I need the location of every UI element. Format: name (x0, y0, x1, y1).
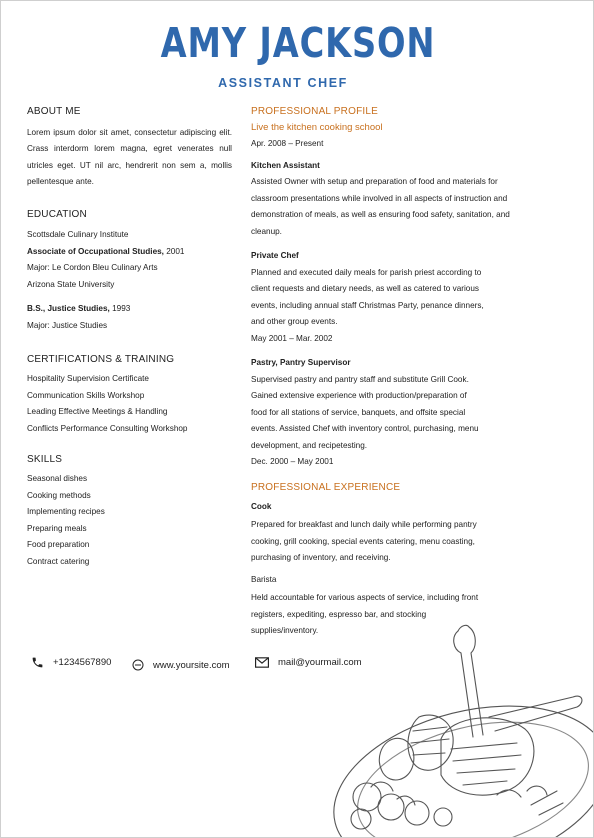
role-title: Kitchen Assistant (251, 160, 320, 170)
role-description-line: Planned and executed daily meals for parish priest according to (251, 267, 482, 277)
role-description-line: demonstration of meals, as well as ensuring food safety, sanitation, and (251, 210, 510, 219)
certification-item: Leading Effective Meetings & Handling (27, 407, 168, 417)
food-sketch-illustration (301, 619, 593, 837)
skill-item: Food preparation (27, 540, 90, 550)
education-major: Major: Le Cordon Bleu Culinary Arts (27, 263, 158, 273)
certification-item: Hospitality Supervision Certificate (27, 374, 149, 384)
envelope-icon (255, 657, 269, 668)
role-description-line: Prepared for breakfast and lunch daily while performing pantry (251, 520, 477, 529)
role-dates: May 2001 – Mar. 2002 (251, 333, 333, 343)
certification-item: Communication Skills Workshop (27, 390, 145, 400)
left-column (27, 106, 232, 570)
experience-heading: PROFESSIONAL EXPERIENCE (251, 481, 401, 493)
role-title: Barista (251, 574, 277, 584)
profile-roles (251, 158, 519, 471)
education-degree: B.S., Justice Studies, 1993 (27, 304, 131, 314)
profile-heading: PROFESSIONAL PROFILE (251, 106, 378, 117)
about-heading: ABOUT ME (27, 106, 81, 117)
certifications-list (27, 371, 232, 437)
about-text: Lorem ipsum dolor sit amet, consectetur adipiscing elit. Crass interdorm lorem magna, egret venerates null utricles eget. UT nil arc, hendrerit non sem a, mollis pellentesque ante. (27, 128, 232, 186)
profile-role (251, 248, 519, 347)
role-description-line: food for all stations of service, banquets, and offsite special (251, 407, 466, 417)
skills-heading: SKILLS (27, 454, 63, 466)
profile-dates: Apr. 2008 – Present (251, 139, 324, 148)
skill-item: Seasonal dishes (27, 474, 88, 484)
role-description-line: development, and recipetesting. (251, 440, 368, 450)
web-icon (132, 659, 144, 671)
role-description-line: supplies/inventory. (251, 626, 319, 635)
role-description-line: client requests and dietary needs, as well as catered to various (251, 284, 480, 293)
role-description-line: events. Assisted Chef with inventory control, purchasing, menu (251, 424, 479, 433)
role-dates: Dec. 2000 – May 2001 (251, 457, 334, 466)
role-description-line: Assisted Owner with setup and preparation of food and materials for (251, 177, 498, 186)
skills-section (27, 454, 232, 570)
certifications-heading: CERTIFICATIONS & TRAINING (27, 354, 175, 366)
skill-item: Cooking methods (27, 490, 91, 500)
profile-role (251, 355, 519, 471)
resume-job-title: ASSISTANT CHEF (218, 76, 348, 90)
experience-role (251, 499, 519, 567)
skill-item: Preparing meals (27, 523, 87, 533)
profile-section (251, 106, 519, 471)
education-school: Arizona State University (27, 279, 115, 289)
skill-item: Implementing recipes (27, 507, 105, 517)
certification-item: Conflicts Performance Consulting Workshop (27, 423, 188, 433)
certifications-section (27, 354, 232, 437)
role-description-line: events, including annual staff Christmas Party, penance dinners, (251, 300, 484, 310)
role-description-line: cooking, grill cooking, special events catering, menu coasting, (251, 536, 475, 546)
role-title: Pastry, Pantry Supervisor (251, 358, 351, 367)
profile-role (251, 158, 519, 241)
website-url: www.yoursite.com (153, 659, 230, 671)
education-school: Scottsdale Culinary Institute (27, 230, 129, 240)
education-degree: Associate of Occupational Studies, 2001 (27, 246, 185, 256)
role-description-line: Gained extensive experience with production/preparation of (251, 391, 467, 400)
skill-item: Contract catering (27, 556, 90, 566)
email-address: mail@yourmail.com (278, 656, 362, 668)
resume-name: AMY JACKSON (160, 19, 436, 67)
phone-number: +1234567890 (53, 656, 112, 668)
role-description-line: registers, expediting, espresso bar, and stocking (251, 609, 427, 619)
role-description-line: Supervised pastry and pantry staff and substitute Grill Cook. (251, 374, 469, 384)
profile-employer: Live the kitchen cooking school (251, 122, 383, 133)
contact-phone[interactable] (31, 652, 111, 672)
experience-section (251, 482, 519, 640)
about-section (27, 106, 232, 190)
right-column (251, 106, 519, 640)
education-section (27, 209, 232, 334)
phone-icon (31, 656, 44, 669)
skills-list (27, 471, 232, 570)
contact-website[interactable] (132, 655, 230, 675)
role-description-line: and other group events. (251, 317, 338, 326)
role-description-line: cleanup. (251, 226, 282, 236)
role-description-line: classroom presentations while involved in all aspects of instruction and (251, 193, 508, 203)
education-major: Major: Justice Studies (27, 320, 108, 330)
role-title: Private Chef (251, 251, 299, 260)
role-description-line: purchasing of inventory, and receiving. (251, 553, 391, 562)
role-title: Cook (251, 501, 272, 511)
education-heading: EDUCATION (27, 209, 87, 221)
role-description-line: Held accountable for various aspects of service, including front (251, 593, 479, 602)
